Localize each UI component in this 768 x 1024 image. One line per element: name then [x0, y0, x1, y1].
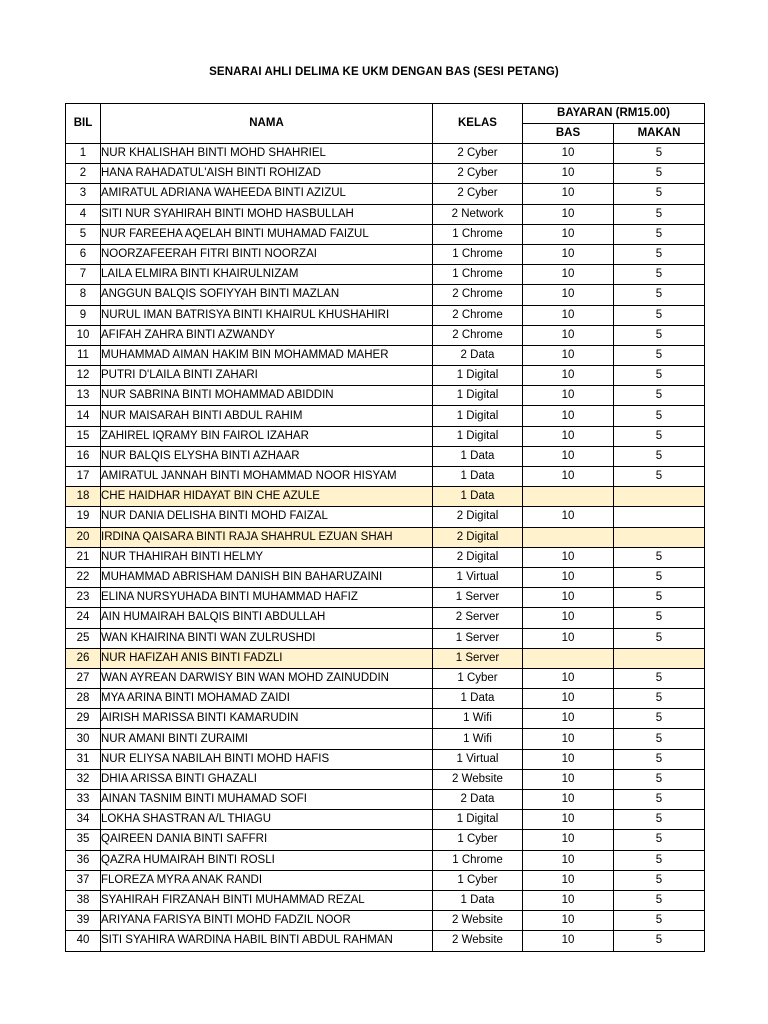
table-row	[66, 588, 705, 608]
cell-kelas: 1 Wifi	[433, 709, 523, 729]
cell-kelas: 2 Digital	[433, 547, 523, 567]
header-bas: BAS	[523, 124, 614, 144]
cell-bas: 10	[523, 588, 614, 608]
cell-bas: 10	[523, 406, 614, 426]
table-row	[66, 366, 705, 386]
cell-nama: FLOREZA MYRA ANAK RANDI	[101, 870, 433, 890]
cell-makan: 5	[614, 406, 705, 426]
cell-bas: 10	[523, 547, 614, 567]
table-row	[66, 830, 705, 850]
table-row	[66, 224, 705, 244]
cell-bas: 10	[523, 931, 614, 951]
cell-nama: LAILA ELMIRA BINTI KHAIRULNIZAM	[101, 265, 433, 285]
table-row	[66, 608, 705, 628]
cell-bil: 4	[66, 204, 101, 224]
table-row	[66, 567, 705, 587]
cell-bas: 10	[523, 285, 614, 305]
cell-makan: 5	[614, 830, 705, 850]
table-row	[66, 446, 705, 466]
cell-makan: 5	[614, 184, 705, 204]
cell-kelas: 1 Server	[433, 628, 523, 648]
cell-bil: 26	[66, 648, 101, 668]
cell-bil: 29	[66, 709, 101, 729]
cell-bil: 13	[66, 386, 101, 406]
cell-bas: 10	[523, 628, 614, 648]
cell-nama: NUR DANIA DELISHA BINTI MOHD FAIZAL	[101, 507, 433, 527]
cell-kelas: 2 Server	[433, 608, 523, 628]
member-table	[65, 103, 705, 952]
cell-bil: 39	[66, 911, 101, 931]
cell-bil: 19	[66, 507, 101, 527]
table-row	[66, 426, 705, 446]
cell-nama: IRDINA QAISARA BINTI RAJA SHAHRUL EZUAN SHAH	[101, 527, 433, 547]
cell-bas: 10	[523, 325, 614, 345]
cell-kelas: 2 Network	[433, 204, 523, 224]
cell-kelas: 2 Digital	[433, 527, 523, 547]
cell-bil: 21	[66, 547, 101, 567]
table-row	[66, 689, 705, 709]
cell-nama: NURUL IMAN BATRISYA BINTI KHAIRUL KHUSHAHIRI	[101, 305, 433, 325]
table-row	[66, 648, 705, 668]
cell-makan: 5	[614, 628, 705, 648]
table-row	[66, 345, 705, 365]
cell-bil: 17	[66, 467, 101, 487]
cell-bas: 10	[523, 790, 614, 810]
cell-nama: AIN HUMAIRAH BALQIS BINTI ABDULLAH	[101, 608, 433, 628]
cell-bil: 36	[66, 850, 101, 870]
cell-bas: 10	[523, 890, 614, 910]
cell-nama: PUTRI D'LAILA BINTI ZAHARI	[101, 366, 433, 386]
cell-bil: 7	[66, 265, 101, 285]
cell-nama: QAZRA HUMAIRAH BINTI ROSLI	[101, 850, 433, 870]
table-row	[66, 729, 705, 749]
cell-kelas: 2 Chrome	[433, 325, 523, 345]
cell-nama: DHIA ARISSA BINTI GHAZALI	[101, 769, 433, 789]
cell-bil: 1	[66, 144, 101, 164]
cell-makan: 5	[614, 911, 705, 931]
cell-makan: 5	[614, 689, 705, 709]
cell-bil: 28	[66, 689, 101, 709]
cell-kelas: 1 Data	[433, 467, 523, 487]
cell-nama: WAN KHAIRINA BINTI WAN ZULRUSHDI	[101, 628, 433, 648]
header-bil: BIL	[66, 104, 101, 144]
cell-nama: AIRISH MARISSA BINTI KAMARUDIN	[101, 709, 433, 729]
cell-bas: 10	[523, 749, 614, 769]
cell-nama: MUHAMMAD ABRISHAM DANISH BIN BAHARUZAINI	[101, 567, 433, 587]
cell-makan: 5	[614, 850, 705, 870]
cell-nama: MYA ARINA BINTI MOHAMAD ZAIDI	[101, 689, 433, 709]
cell-bil: 37	[66, 870, 101, 890]
cell-nama: ELINA NURSYUHADA BINTI MUHAMMAD HAFIZ	[101, 588, 433, 608]
table-row	[66, 325, 705, 345]
header-kelas: KELAS	[433, 104, 523, 144]
cell-bil: 27	[66, 668, 101, 688]
cell-kelas: 1 Virtual	[433, 567, 523, 587]
cell-nama: AFIFAH ZAHRA BINTI AZWANDY	[101, 325, 433, 345]
cell-bas: 10	[523, 668, 614, 688]
cell-makan: 5	[614, 366, 705, 386]
document-title: SENARAI AHLI DELIMA KE UKM DENGAN BAS (SESI PETANG)	[209, 66, 559, 78]
header-row	[66, 104, 705, 124]
table-row	[66, 386, 705, 406]
cell-makan	[614, 527, 705, 547]
cell-nama: NUR FAREEHA AQELAH BINTI MUHAMAD FAIZUL	[101, 224, 433, 244]
cell-bil: 22	[66, 567, 101, 587]
table-row	[66, 285, 705, 305]
cell-nama: NUR AMANI BINTI ZURAIMI	[101, 729, 433, 749]
cell-nama: NUR SABRINA BINTI MOHAMMAD ABIDDIN	[101, 386, 433, 406]
cell-bil: 32	[66, 769, 101, 789]
cell-kelas: 1 Server	[433, 648, 523, 668]
cell-makan: 5	[614, 345, 705, 365]
cell-kelas: 1 Digital	[433, 366, 523, 386]
cell-makan	[614, 507, 705, 527]
cell-bas	[523, 487, 614, 507]
cell-kelas: 2 Cyber	[433, 144, 523, 164]
cell-kelas: 1 Data	[433, 890, 523, 910]
cell-bas: 10	[523, 446, 614, 466]
cell-makan: 5	[614, 285, 705, 305]
table-row	[66, 870, 705, 890]
cell-makan: 5	[614, 729, 705, 749]
cell-makan: 5	[614, 446, 705, 466]
table-row	[66, 487, 705, 507]
cell-bas: 10	[523, 911, 614, 931]
cell-nama: NUR THAHIRAH BINTI HELMY	[101, 547, 433, 567]
cell-bas: 10	[523, 729, 614, 749]
cell-kelas: 2 Data	[433, 790, 523, 810]
cell-bas: 10	[523, 204, 614, 224]
cell-kelas: 2 Data	[433, 345, 523, 365]
cell-kelas: 2 Website	[433, 931, 523, 951]
cell-bas: 10	[523, 224, 614, 244]
cell-bil: 38	[66, 890, 101, 910]
cell-bil: 5	[66, 224, 101, 244]
cell-kelas: 1 Digital	[433, 386, 523, 406]
cell-makan: 5	[614, 668, 705, 688]
cell-bas: 10	[523, 608, 614, 628]
cell-bil: 34	[66, 810, 101, 830]
cell-nama: WAN AYREAN DARWISY BIN WAN MOHD ZAINUDDIN	[101, 668, 433, 688]
cell-kelas: 1 Cyber	[433, 668, 523, 688]
header-makan: MAKAN	[614, 124, 705, 144]
cell-bas: 10	[523, 810, 614, 830]
cell-bil: 18	[66, 487, 101, 507]
cell-makan: 5	[614, 890, 705, 910]
cell-makan: 5	[614, 790, 705, 810]
cell-makan: 5	[614, 709, 705, 729]
cell-bil: 8	[66, 285, 101, 305]
table-row	[66, 144, 705, 164]
cell-kelas: 1 Data	[433, 487, 523, 507]
cell-bas: 10	[523, 305, 614, 325]
cell-makan: 5	[614, 870, 705, 890]
cell-bil: 20	[66, 527, 101, 547]
cell-bil: 12	[66, 366, 101, 386]
cell-bil: 24	[66, 608, 101, 628]
cell-nama: SITI SYAHIRA WARDINA HABIL BINTI ABDUL RAHMAN	[101, 931, 433, 951]
cell-makan: 5	[614, 386, 705, 406]
cell-nama: ARIYANA FARISYA BINTI MOHD FADZIL NOOR	[101, 911, 433, 931]
table-row	[66, 164, 705, 184]
cell-nama: QAIREEN DANIA BINTI SAFFRI	[101, 830, 433, 850]
table-row	[66, 507, 705, 527]
cell-nama: ANGGUN BALQIS SOFIYYAH BINTI MAZLAN	[101, 285, 433, 305]
cell-makan: 5	[614, 769, 705, 789]
cell-bil: 2	[66, 164, 101, 184]
cell-kelas: 1 Cyber	[433, 870, 523, 890]
cell-bas: 10	[523, 689, 614, 709]
table-row	[66, 890, 705, 910]
cell-bil: 11	[66, 345, 101, 365]
cell-bas: 10	[523, 467, 614, 487]
cell-kelas: 2 Digital	[433, 507, 523, 527]
cell-bil: 25	[66, 628, 101, 648]
cell-bil: 15	[66, 426, 101, 446]
cell-makan: 5	[614, 749, 705, 769]
cell-bas: 10	[523, 244, 614, 264]
cell-bas: 10	[523, 769, 614, 789]
cell-nama: NUR ELIYSA NABILAH BINTI MOHD HAFIS	[101, 749, 433, 769]
table-row	[66, 749, 705, 769]
table-row	[66, 184, 705, 204]
table-row	[66, 305, 705, 325]
cell-makan: 5	[614, 467, 705, 487]
table-row	[66, 709, 705, 729]
cell-kelas: 1 Chrome	[433, 850, 523, 870]
cell-kelas: 1 Virtual	[433, 749, 523, 769]
table-row	[66, 810, 705, 830]
cell-bil: 31	[66, 749, 101, 769]
table-row	[66, 911, 705, 931]
cell-bil: 14	[66, 406, 101, 426]
cell-bas: 10	[523, 709, 614, 729]
cell-bas	[523, 527, 614, 547]
table-row	[66, 204, 705, 224]
table-row	[66, 931, 705, 951]
cell-bil: 40	[66, 931, 101, 951]
cell-bil: 33	[66, 790, 101, 810]
cell-nama: CHE HAIDHAR HIDAYAT BIN CHE AZULE	[101, 487, 433, 507]
cell-kelas: 1 Data	[433, 689, 523, 709]
cell-nama: NOORZAFEERAH FITRI BINTI NOORZAI	[101, 244, 433, 264]
cell-bil: 35	[66, 830, 101, 850]
cell-bas: 10	[523, 870, 614, 890]
cell-bil: 16	[66, 446, 101, 466]
cell-nama: AMIRATUL JANNAH BINTI MOHAMMAD NOOR HISYAM	[101, 467, 433, 487]
cell-bas: 10	[523, 144, 614, 164]
cell-kelas: 1 Chrome	[433, 224, 523, 244]
cell-makan	[614, 648, 705, 668]
cell-bas: 10	[523, 164, 614, 184]
cell-kelas: 2 Chrome	[433, 285, 523, 305]
cell-bil: 9	[66, 305, 101, 325]
cell-makan: 5	[614, 608, 705, 628]
table-row	[66, 769, 705, 789]
cell-makan: 5	[614, 426, 705, 446]
cell-makan: 5	[614, 244, 705, 264]
cell-makan	[614, 487, 705, 507]
cell-makan: 5	[614, 144, 705, 164]
cell-bas: 10	[523, 507, 614, 527]
cell-kelas: 2 Cyber	[433, 184, 523, 204]
cell-makan: 5	[614, 567, 705, 587]
cell-makan: 5	[614, 547, 705, 567]
cell-bil: 23	[66, 588, 101, 608]
cell-kelas: 1 Wifi	[433, 729, 523, 749]
cell-bil: 30	[66, 729, 101, 749]
cell-makan: 5	[614, 325, 705, 345]
table-body	[66, 144, 705, 952]
cell-makan: 5	[614, 931, 705, 951]
cell-makan: 5	[614, 305, 705, 325]
cell-bas: 10	[523, 184, 614, 204]
cell-kelas: 2 Chrome	[433, 305, 523, 325]
table-row	[66, 668, 705, 688]
cell-nama: AMIRATUL ADRIANA WAHEEDA BINTI AZIZUL	[101, 184, 433, 204]
table-row	[66, 628, 705, 648]
cell-bas	[523, 648, 614, 668]
table-row	[66, 790, 705, 810]
cell-nama: LOKHA SHASTRAN A/L THIAGU	[101, 810, 433, 830]
cell-nama: SITI NUR SYAHIRAH BINTI MOHD HASBULLAH	[101, 204, 433, 224]
header-nama: NAMA	[101, 104, 433, 144]
cell-bil: 6	[66, 244, 101, 264]
cell-bil: 10	[66, 325, 101, 345]
cell-makan: 5	[614, 204, 705, 224]
cell-makan: 5	[614, 265, 705, 285]
cell-makan: 5	[614, 588, 705, 608]
table-row	[66, 850, 705, 870]
cell-bas: 10	[523, 386, 614, 406]
table-row	[66, 406, 705, 426]
cell-makan: 5	[614, 164, 705, 184]
cell-bas: 10	[523, 265, 614, 285]
cell-nama: ZAHIREL IQRAMY BIN FAIROL IZAHAR	[101, 426, 433, 446]
cell-bas: 10	[523, 830, 614, 850]
cell-nama: NUR HAFIZAH ANIS BINTI FADZLI	[101, 648, 433, 668]
cell-nama: NUR MAISARAH BINTI ABDUL RAHIM	[101, 406, 433, 426]
table-row	[66, 547, 705, 567]
cell-bas: 10	[523, 366, 614, 386]
cell-bas: 10	[523, 426, 614, 446]
cell-nama: HANA RAHADATUL'AISH BINTI ROHIZAD	[101, 164, 433, 184]
cell-kelas: 1 Digital	[433, 426, 523, 446]
cell-kelas: 1 Digital	[433, 810, 523, 830]
table-row	[66, 244, 705, 264]
cell-nama: NUR KHALISHAH BINTI MOHD SHAHRIEL	[101, 144, 433, 164]
cell-bas: 10	[523, 567, 614, 587]
cell-nama: AINAN TASNIM BINTI MUHAMAD SOFI	[101, 790, 433, 810]
cell-nama: SYAHIRAH FIRZANAH BINTI MUHAMMAD REZAL	[101, 890, 433, 910]
cell-bas: 10	[523, 850, 614, 870]
cell-bas: 10	[523, 345, 614, 365]
cell-kelas: 1 Digital	[433, 406, 523, 426]
table-row	[66, 527, 705, 547]
table-row	[66, 467, 705, 487]
cell-kelas: 1 Data	[433, 446, 523, 466]
cell-kelas: 1 Server	[433, 588, 523, 608]
cell-makan: 5	[614, 224, 705, 244]
cell-nama: MUHAMMAD AIMAN HAKIM BIN MOHAMMAD MAHER	[101, 345, 433, 365]
cell-bil: 3	[66, 184, 101, 204]
cell-nama: NUR BALQIS ELYSHA BINTI AZHAAR	[101, 446, 433, 466]
cell-kelas: 1 Chrome	[433, 244, 523, 264]
cell-makan: 5	[614, 810, 705, 830]
cell-kelas: 2 Cyber	[433, 164, 523, 184]
cell-kelas: 2 Website	[433, 911, 523, 931]
cell-kelas: 1 Chrome	[433, 265, 523, 285]
cell-kelas: 1 Cyber	[433, 830, 523, 850]
table-row	[66, 265, 705, 285]
header-bayaran: BAYARAN (RM15.00)	[523, 104, 705, 124]
cell-kelas: 2 Website	[433, 769, 523, 789]
